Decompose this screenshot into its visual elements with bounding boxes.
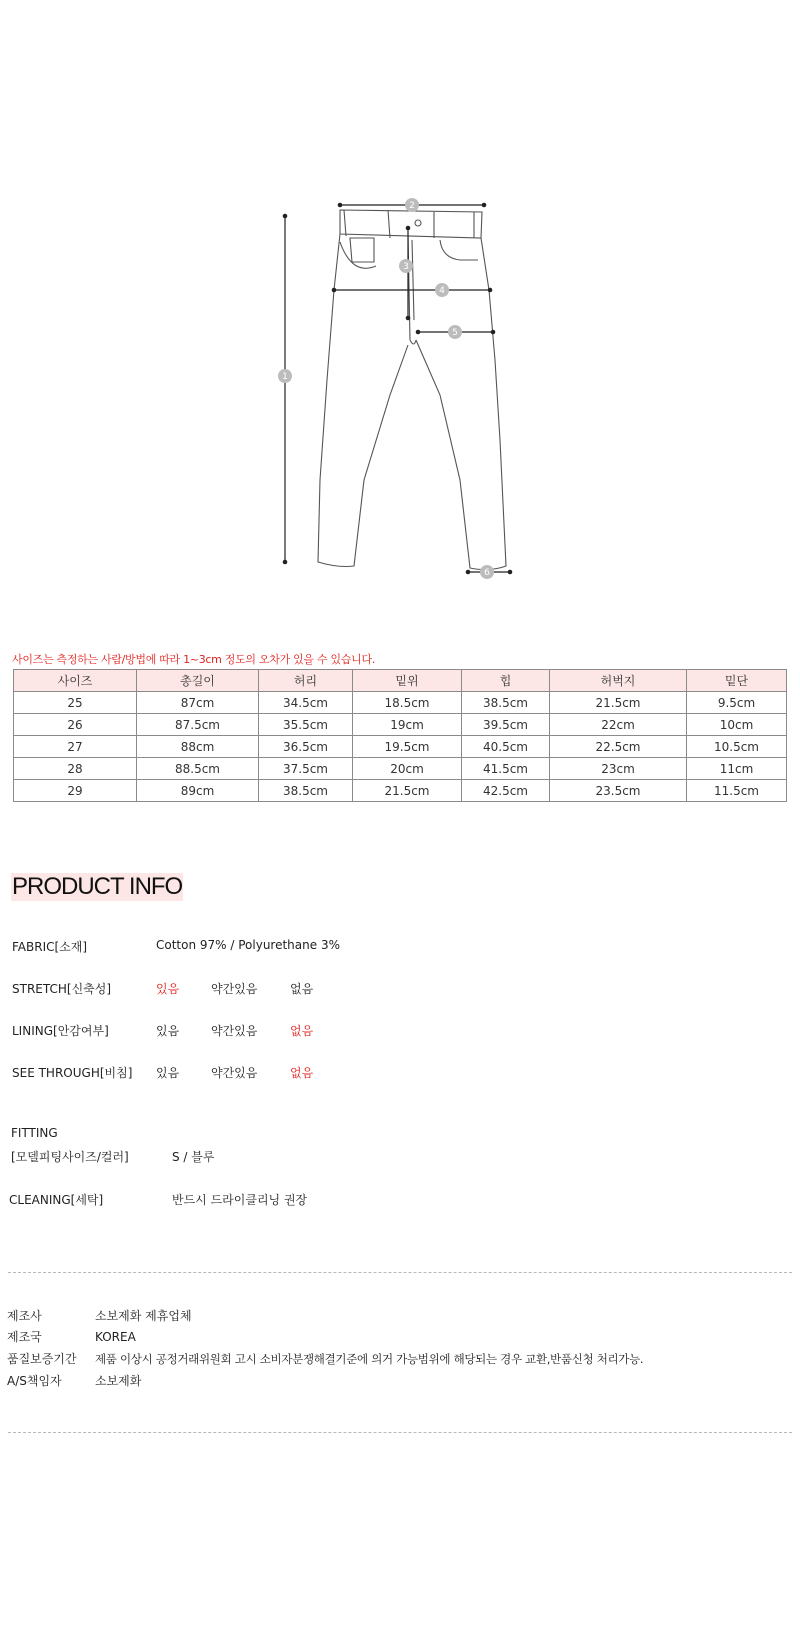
marker-3: 3 <box>403 262 409 272</box>
table-row <box>14 692 787 714</box>
see-through-label: SEE THROUGH[비침] <box>12 1066 133 1080</box>
cell: 20cm <box>353 758 462 780</box>
info-value: 소보제화 제휴업체 <box>95 1309 192 1323</box>
cell: 35.5cm <box>259 714 353 736</box>
cell: 42.5cm <box>462 780 550 802</box>
info-row-as-manager <box>7 1372 141 1389</box>
cleaning-label: CLEANING[세탁] <box>9 1193 104 1207</box>
cleaning-value: 반드시 드라이클리닝 권장 <box>172 1193 308 1207</box>
lining-option-yes: 있음 <box>156 1024 180 1038</box>
marker-6: 6 <box>484 568 490 578</box>
table-row <box>14 758 787 780</box>
header-waist: 허리 <box>259 670 353 692</box>
lining-option-slight: 약간있음 <box>211 1024 258 1038</box>
fitting-sublabel: [모델피팅사이즈/컬러] <box>11 1150 129 1164</box>
cell: 38.5cm <box>259 780 353 802</box>
cell: 23.5cm <box>550 780 687 802</box>
cell: 22.5cm <box>550 736 687 758</box>
cell: 11.5cm <box>687 780 787 802</box>
cell: 89cm <box>137 780 259 802</box>
cell: 11cm <box>687 758 787 780</box>
cell: 10.5cm <box>687 736 787 758</box>
stretch-option-yes: 있음 <box>156 982 180 996</box>
cell: 25 <box>14 692 137 714</box>
fabric-value: Cotton 97% / Polyurethane 3% <box>156 938 340 952</box>
header-total-length: 총길이 <box>137 670 259 692</box>
size-notice: 사이즈는 측정하는 사람/방법에 따라 1~3cm 정도의 오차가 있을 수 있습니다. <box>12 653 375 666</box>
pants-size-diagram <box>0 180 800 600</box>
table-row <box>14 714 787 736</box>
lining-label: LINING[안감여부] <box>12 1024 109 1038</box>
cell: 21.5cm <box>353 780 462 802</box>
cell: 19cm <box>353 714 462 736</box>
see-through-option-no: 없음 <box>290 1066 314 1080</box>
cell: 41.5cm <box>462 758 550 780</box>
divider-bottom <box>8 1432 792 1433</box>
cell: 10cm <box>687 714 787 736</box>
size-table-header <box>14 670 787 692</box>
header-thigh: 허벅지 <box>550 670 687 692</box>
cell: 88.5cm <box>137 758 259 780</box>
see-through-option-slight: 약간있음 <box>211 1066 258 1080</box>
cell: 39.5cm <box>462 714 550 736</box>
info-value: 소보제화 <box>95 1374 142 1388</box>
header-hip: 힙 <box>462 670 550 692</box>
measure-endpoints <box>283 203 513 575</box>
table-row <box>14 736 787 758</box>
fitting-label: FITTING <box>11 1126 58 1140</box>
stretch-option-no: 없음 <box>290 982 314 996</box>
marker-4: 4 <box>439 286 445 296</box>
marker-5: 5 <box>452 328 458 338</box>
marker-2: 2 <box>409 201 415 211</box>
table-row <box>14 780 787 802</box>
cell: 87.5cm <box>137 714 259 736</box>
cell: 9.5cm <box>687 692 787 714</box>
divider-top <box>8 1272 792 1273</box>
marker-1: 1 <box>282 372 288 382</box>
info-row-manufacturer <box>7 1307 192 1324</box>
cell: 28 <box>14 758 137 780</box>
info-value: KOREA <box>95 1330 136 1344</box>
stretch-option-slight: 약간있음 <box>211 982 258 996</box>
fabric-label: FABRIC[소재] <box>12 940 88 954</box>
info-row-warranty <box>7 1350 643 1367</box>
cell: 37.5cm <box>259 758 353 780</box>
cell: 40.5cm <box>462 736 550 758</box>
cell: 21.5cm <box>550 692 687 714</box>
cell: 36.5cm <box>259 736 353 758</box>
product-info-title: PRODUCT INFO <box>12 873 183 900</box>
cell: 19.5cm <box>353 736 462 758</box>
cell: 87cm <box>137 692 259 714</box>
cell: 88cm <box>137 736 259 758</box>
info-row-country <box>7 1328 136 1345</box>
info-key: 제조사 <box>7 1309 42 1323</box>
cell: 34.5cm <box>259 692 353 714</box>
see-through-option-yes: 있음 <box>156 1066 180 1080</box>
info-key: 제조국 <box>7 1330 42 1344</box>
cell: 26 <box>14 714 137 736</box>
stretch-label: STRETCH[신축성] <box>12 982 112 996</box>
cell: 29 <box>14 780 137 802</box>
fitting-value: S / 블루 <box>172 1150 215 1164</box>
size-table <box>13 669 787 802</box>
header-hem: 밑단 <box>687 670 787 692</box>
lining-option-no: 없음 <box>290 1024 314 1038</box>
cell: 27 <box>14 736 137 758</box>
header-rise: 밑위 <box>353 670 462 692</box>
cell: 18.5cm <box>353 692 462 714</box>
cell: 22cm <box>550 714 687 736</box>
cell: 23cm <box>550 758 687 780</box>
header-size: 사이즈 <box>14 670 137 692</box>
info-key: 품질보증기간 <box>7 1352 77 1366</box>
info-key: A/S책임자 <box>7 1374 62 1388</box>
cell: 38.5cm <box>462 692 550 714</box>
info-value: 제품 이상시 공정거래위원회 고시 소비자분쟁해결기준에 의거 가능범위에 해당되는 경우 교환,반품신청 처리가능. <box>95 1352 644 1366</box>
